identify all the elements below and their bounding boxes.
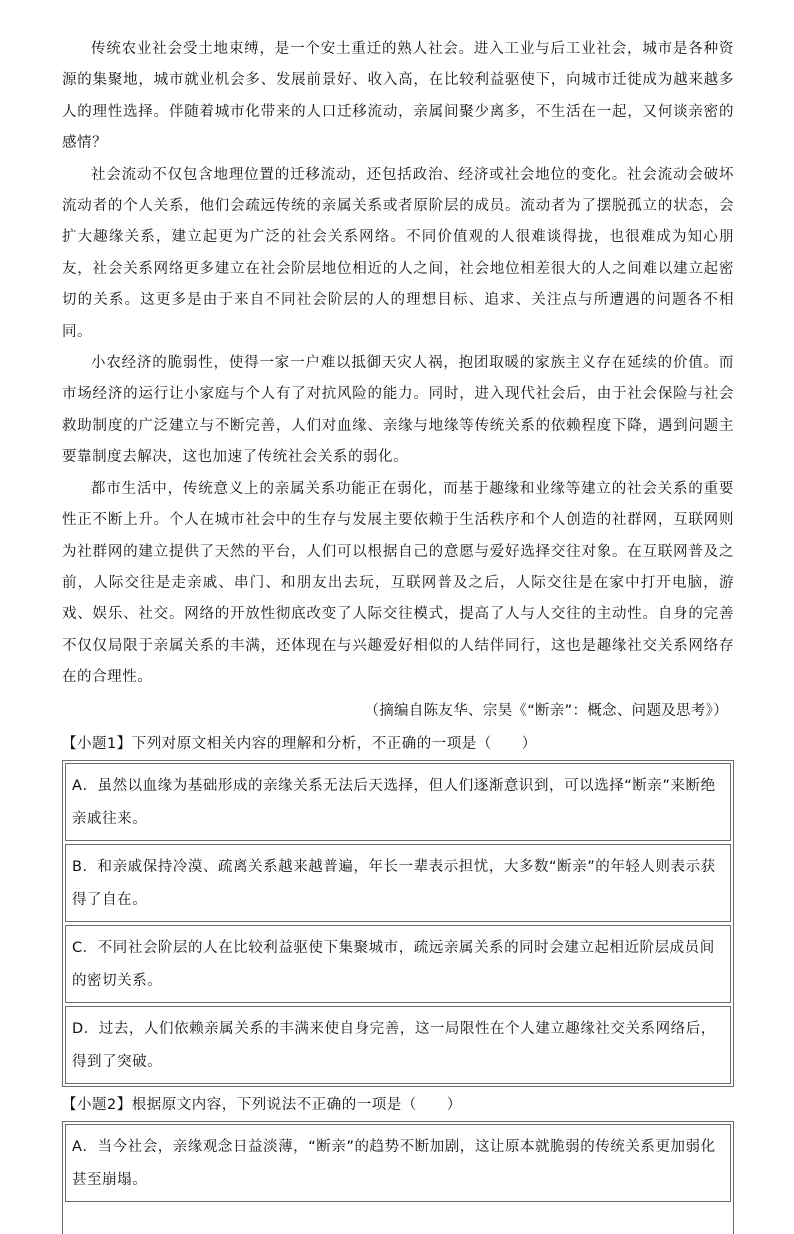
document-page: [62, 34, 734, 1234]
article-body: [62, 34, 734, 726]
question-1-options: [62, 760, 734, 1087]
question-2-title: 【小题2】根据原文内容，下列说法不正确的一项是（ ）: [62, 1096, 462, 1113]
paragraph-4: 都市生活中，传统意义上的亲属关系功能正在弱化，而基于趣缘和业缘等建立的社会关系的重要性正不断上升。个人在城市社会中的生存与发展主要依赖于生活秩序和个人创造的社群网，互联网则为社群网的建立提供了天然的平台，人们可以根据自己的意愿与爱好选择交往对象。在互联网普及之前，人际交往是走亲戚、串门、和朋友出去玩，互联网普及之后，人际交往是在家中打开电脑，游戏、娱乐、社交。网络的开放性彻底改变了人际交往模式，提高了人与人交往的主动性。自身的完善不仅仅局限于亲属关系的丰满，还体现在与兴趣爱好相似的人结伴同行，这也是趣缘社交关系网络存在的合理性。: [62, 480, 734, 686]
option-b[interactable]: B．和亲戚保持冷漠、疏离关系越来越普遍，年长一辈表示担忧，大多数“断亲”的年轻人则表示获得了自在。: [65, 844, 731, 922]
question-1-title: 【小题1】下列对原文相关内容的理解和分析，不正确的一项是（ ）: [62, 735, 537, 752]
option-a[interactable]: A．虽然以血缘为基础形成的亲缘关系无法后天选择，但人们逐渐意识到，可以选择“断亲”来断绝亲戚往来。: [65, 763, 731, 841]
paragraph-1: 传统农业社会受土地束缚，是一个安土重迁的熟人社会。进入工业与后工业社会，城市是各种资源的集聚地，城市就业机会多、发展前景好、收入高，在比较利益驱使下，向城市迁徙成为越来越多人的理性选择。伴随着城市化带来的人口迁移流动，亲属间聚少离多，不生活在一起，又何谈亲密的感情？: [62, 41, 734, 152]
option-c[interactable]: C．不同社会阶层的人在比较利益驱使下集聚城市，疏远亲属关系的同时会建立起相近阶层成员间的密切关系。: [65, 925, 731, 1003]
source-citation: （摘编自陈友华、宗昊《“断亲”：概念、问题及思考》）: [364, 702, 728, 719]
question-2-options: [62, 1121, 734, 1234]
option-a[interactable]: A．当今社会，亲缘观念日益淡薄，“断亲”的趋势不断加剧，这让原本就脆弱的传统关系更加弱化甚至崩塌。: [65, 1124, 731, 1202]
paragraph-2: 社会流动不仅包含地理位置的迁移流动，还包括政治、经济或社会地位的变化。社会流动会破坏流动者的个人关系，他们会疏远传统的亲属关系或者原阶层的成员。流动者为了摆脱孤立的状态，会扩大趣缘关系，建立起更为广泛的社会关系网络。不同价值观的人很难谈得拢，也很难成为知心朋友，社会关系网络更多建立在社会阶层地位相近的人之间，社会地位相差很大的人之间难以建立起密切的关系。这更多是由于来自不同社会阶层的人的理想目标、追求、关注点与所遭遇的问题各不相同。: [62, 166, 734, 340]
question-1: [62, 732, 734, 1087]
paragraph-3: 小农经济的脆弱性，使得一家一户难以抵御天灾人祸，抱团取暖的家族主义存在延续的价值。而市场经济的运行让小家庭与个人有了对抗风险的能力。同时，进入现代社会后，由于社会保险与社会救助制度的广泛建立与不断完善，人们对血缘、亲缘与地缘等传统关系的依赖程度下降，遇到问题主要靠制度去解决，这也加速了传统社会关系的弱化。: [62, 355, 734, 466]
option-d[interactable]: D．过去，人们依赖亲属关系的丰满来使自身完善，这一局限性在个人建立趣缘社交关系网络后，得到了突破。: [65, 1006, 731, 1084]
question-2: [62, 1093, 734, 1234]
